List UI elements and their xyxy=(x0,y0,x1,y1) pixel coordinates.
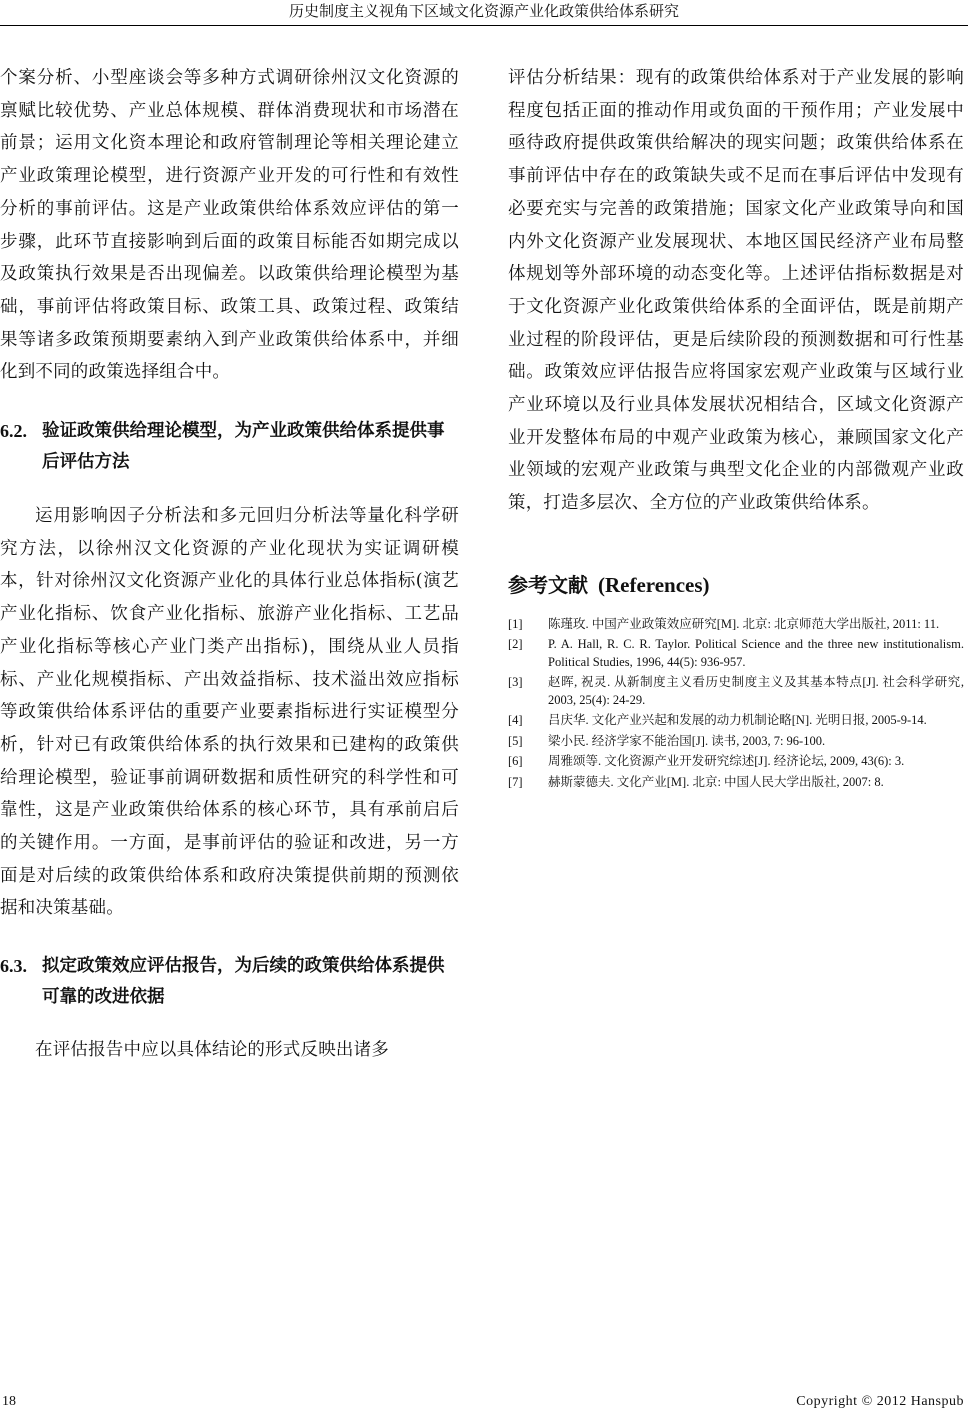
copyright-notice: Copyright © 2012 Hanspub xyxy=(796,1394,964,1409)
section-title: 验证政策供给理论模型，为产业政策供给体系提供事后评估方法 xyxy=(42,421,445,473)
references-heading xyxy=(508,570,964,600)
reference-item xyxy=(508,753,964,771)
references-title-cn: 参考文献 xyxy=(508,572,588,597)
reference-text: P. A. Hall, R. C. R. Taylor. Political Science and the three new institutionalism. Political Studies, 1996, 44(5): 936-957. xyxy=(548,637,964,669)
reference-item xyxy=(508,733,964,751)
reference-number: [7] xyxy=(508,774,523,789)
page-number: 18 xyxy=(2,1394,16,1409)
body-paragraph: 评估分析结果：现有的政策供给体系对于产业发展的影响程度包括正面的推动作用或负面的干预作用；产业发展中亟待政府提供政策供给解决的现实问题；政策供给体系在事前评估中存在的政策缺失或不足而在事后评估中发现有必要充实与完善的政策措施；国家文化产业政策导向和国内外文化资源产业发展现状、本地区国民经济产业布局整体规划等外部环境的动态变化等。上述评估指标数据是对于文化资源产业化政策供给体系的全面评估，既是前期产业过程的阶段评估，更是后续阶段的预测数据和可行性基础。政策效应评估报告应将国家宏观产业政策与区域行业产业环境以及行业具体发展状况相结合，区域文化资源产业开发整体布局的中观产业政策为核心，兼顾国家文化产业领域的宏观产业政策与典型文化企业的内部微观产业政策，打造多层次、全方位的产业政策供给体系。 xyxy=(508,68,964,514)
reference-item xyxy=(508,616,964,634)
reference-text: 周雅颂等. 文化资源产业开发研究综述[J]. 经济论坛, 2009, 43(6): 3. xyxy=(548,754,905,769)
body-paragraph: 在评估报告中应以具体结论的形式反映出诸多 xyxy=(35,1040,389,1061)
reference-number: [3] xyxy=(508,675,523,690)
reference-number: [4] xyxy=(508,713,523,728)
right-column xyxy=(508,62,964,794)
reference-item xyxy=(508,674,964,709)
section-number: 6.2. xyxy=(0,421,27,442)
reference-text: 梁小民. 经济学家不能治国[J]. 读书, 2003, 7: 96-100. xyxy=(548,733,826,748)
reference-number: [6] xyxy=(508,754,523,769)
reference-item xyxy=(508,712,964,730)
reference-list xyxy=(508,616,964,792)
reference-text: 吕庆华. 文化产业兴起和发展的动力机制论略[N]. 光明日报, 2005-9-14. xyxy=(548,713,927,728)
running-header: 历史制度主义视角下区域文化资源产业化政策供给体系研究 xyxy=(0,0,968,26)
reference-text: 陈瑾玫. 中国产业政策效应研究[M]. 北京: 北京师范大学出版社, 2011: 11. xyxy=(548,616,940,631)
reference-number: [2] xyxy=(508,637,523,652)
reference-number: [1] xyxy=(508,616,523,631)
body-paragraph: 运用影响因子分析法和多元回归分析法等量化科学研究方法，以徐州汉文化资源的产业化现状为实证调研模本，针对徐州汉文化资源产业化的具体行业总体指标(演艺产业化指标、饮食产业化指标、旅游产业化指标、工艺品产业化指标等核心产业门类产出指标)，围绕从业人员指标、产业化规模指标、产出效益指标、技术溢出效应指标等政策供给体系评估的重要产业要素指标进行实证模型分析，针对已有政策供给体系的执行效果和已建构的政策供给理论模型，验证事前调研数据和质性研究的科学性和可靠性，这是产业政策供给体系的核心环节，具有承前启后的关键作用。一方面，是事前评估的验证和改进，另一方面是对后续的政策供给体系和政府决策提供前期的预测依据和决策基础。 xyxy=(0,506,459,919)
reference-item xyxy=(508,636,964,671)
reference-item xyxy=(508,774,964,792)
section-heading-6-2 xyxy=(0,416,459,478)
left-column xyxy=(0,62,459,1067)
body-paragraph: 个案分析、小型座谈会等多种方式调研徐州汉文化资源的禀赋比较优势、产业总体规模、群体消费现状和市场潜在前景；运用文化资本理论和政府管制理论等相关理论建立产业政策理论模型，进行资源产业开发的可行性和有效性分析的事前评估。这是产业政策供给体系效应评估的第一步骤，此环节直接影响到后面的政策目标能否如期完成以及政策执行效果是否出现偏差。以政策供给理论模型为基础，事前评估将政策目标、政策工具、政策过程、政策结果等诸多政策预期要素纳入到产业政策供给体系中，并细化到不同的政策选择组合中。 xyxy=(0,68,459,383)
section-number: 6.3. xyxy=(0,956,27,977)
reference-text: 赫斯蒙德夫. 文化产业[M]. 北京: 中国人民大学出版社, 2007: 8. xyxy=(548,774,884,789)
section-heading-6-3 xyxy=(0,951,459,1013)
reference-text: 赵晖, 祝灵. 从新制度主义看历史制度主义及其基本特点[J]. 社会科学研究, 2003, 25(4): 24-29. xyxy=(548,675,964,707)
references-title-en: (References) xyxy=(598,572,710,597)
section-title: 拟定政策效应评估报告，为后续的政策供给体系提供可靠的改进依据 xyxy=(42,956,445,1008)
reference-number: [5] xyxy=(508,733,523,748)
